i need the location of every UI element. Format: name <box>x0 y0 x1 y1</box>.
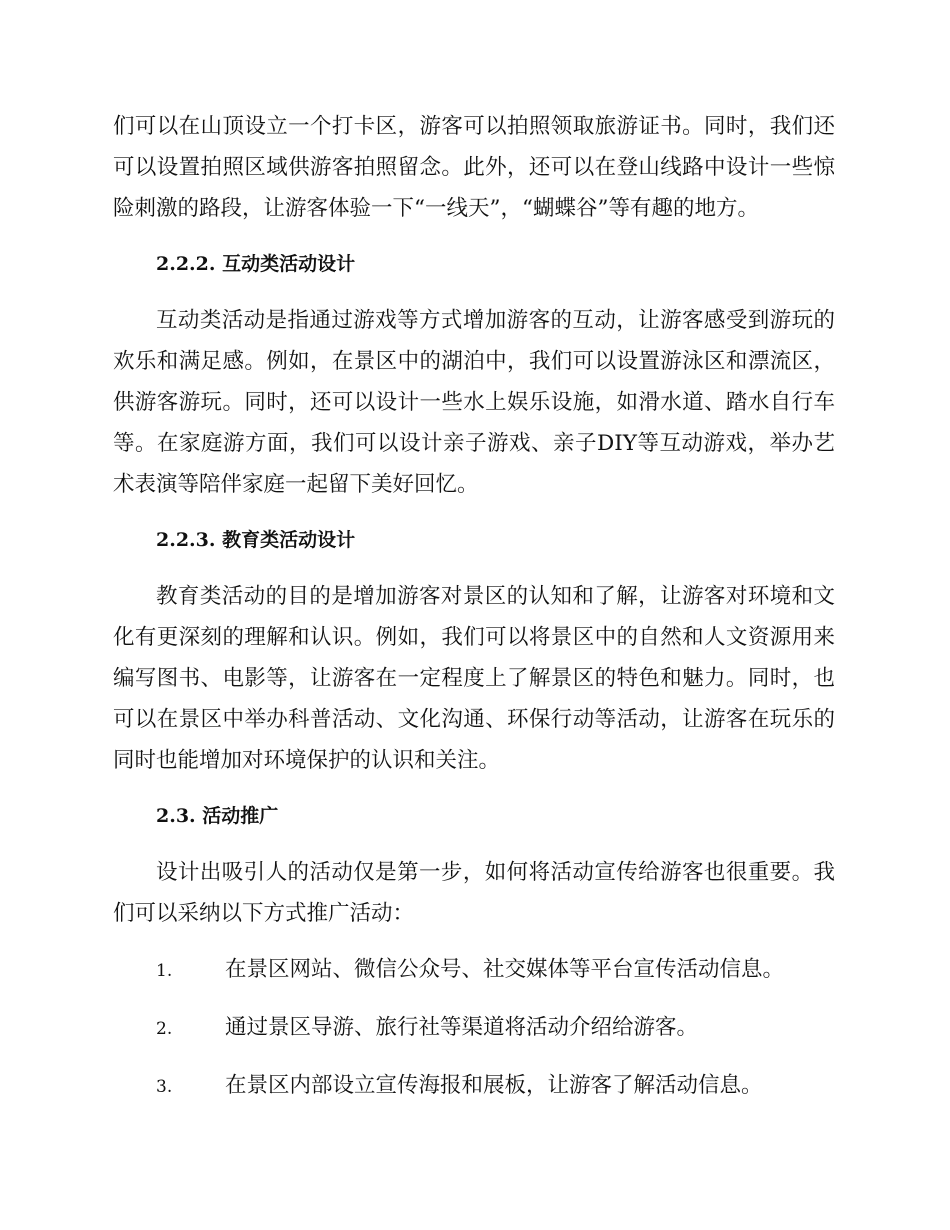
list-number: 2. <box>156 1019 173 1039</box>
list-item <box>113 1065 835 1108</box>
list-number: 3. <box>156 1077 173 1097</box>
section-heading-2-2-2: 2.2.2. 互动类活动设计 <box>156 253 356 275</box>
list-text: 在景区内部设立宣传海报和展板，让游客了解活动信息。 <box>225 1073 763 1098</box>
paragraph-promotion: 设计出吸引人的活动仅是第一步，如何将活动宣传给游客也很重要。我们可以采纳以下方式推广活动： <box>113 860 835 926</box>
list-text: 通过景区导游、旅行社等渠道将活动介绍给游客。 <box>225 1015 699 1040</box>
document-page <box>113 106 835 1123</box>
section-heading-2-3: 2.3. 活动推广 <box>156 805 279 827</box>
paragraph-intro: 们可以在山顶设立一个打卡区，游客可以拍照领取旅游证书。同时，我们还可以设置拍照区域供游客拍照留念。此外，还可以在登山线路中设计一些惊险刺激的路段，让游客体验一下“一线天”，“蝴蝶谷”等有趣的地方。 <box>113 114 835 221</box>
list-text: 在景区网站、微信公众号、社交媒体等平台宣传活动信息。 <box>225 957 785 982</box>
section-heading-2-2-3: 2.2.3. 教育类活动设计 <box>156 529 356 551</box>
paragraph-education-activities: 教育类活动的目的是增加游客对景区的认知和了解，让游客对环境和文化有更深刻的理解和认识。例如，我们可以将景区中的自然和人文资源用来编写图书、电影等，让游客在一定程度上了解景区的特色和魅力。同时，也可以在景区中举办科普活动、文化沟通、环保行动等活动，让游客在玩乐的同时也能增加对环境保护的认识和关注。 <box>113 584 835 773</box>
paragraph-interactive-activities: 互动类活动是指通过游戏等方式增加游客的互动，让游客感受到游玩的欢乐和满足感。例如，在景区中的湖泊中，我们可以设置游泳区和漂流区，供游客游玩。同时，还可以设计一些水上娱乐设施，如滑水道、踏水自行车等。在家庭游方面，我们可以设计亲子游戏、亲子DIY等互动游戏，举办艺术表演等陪伴家庭一起留下美好回忆。 <box>113 308 835 497</box>
list-item <box>113 949 835 992</box>
list-number: 1. <box>156 961 173 981</box>
list-item <box>113 1007 835 1050</box>
